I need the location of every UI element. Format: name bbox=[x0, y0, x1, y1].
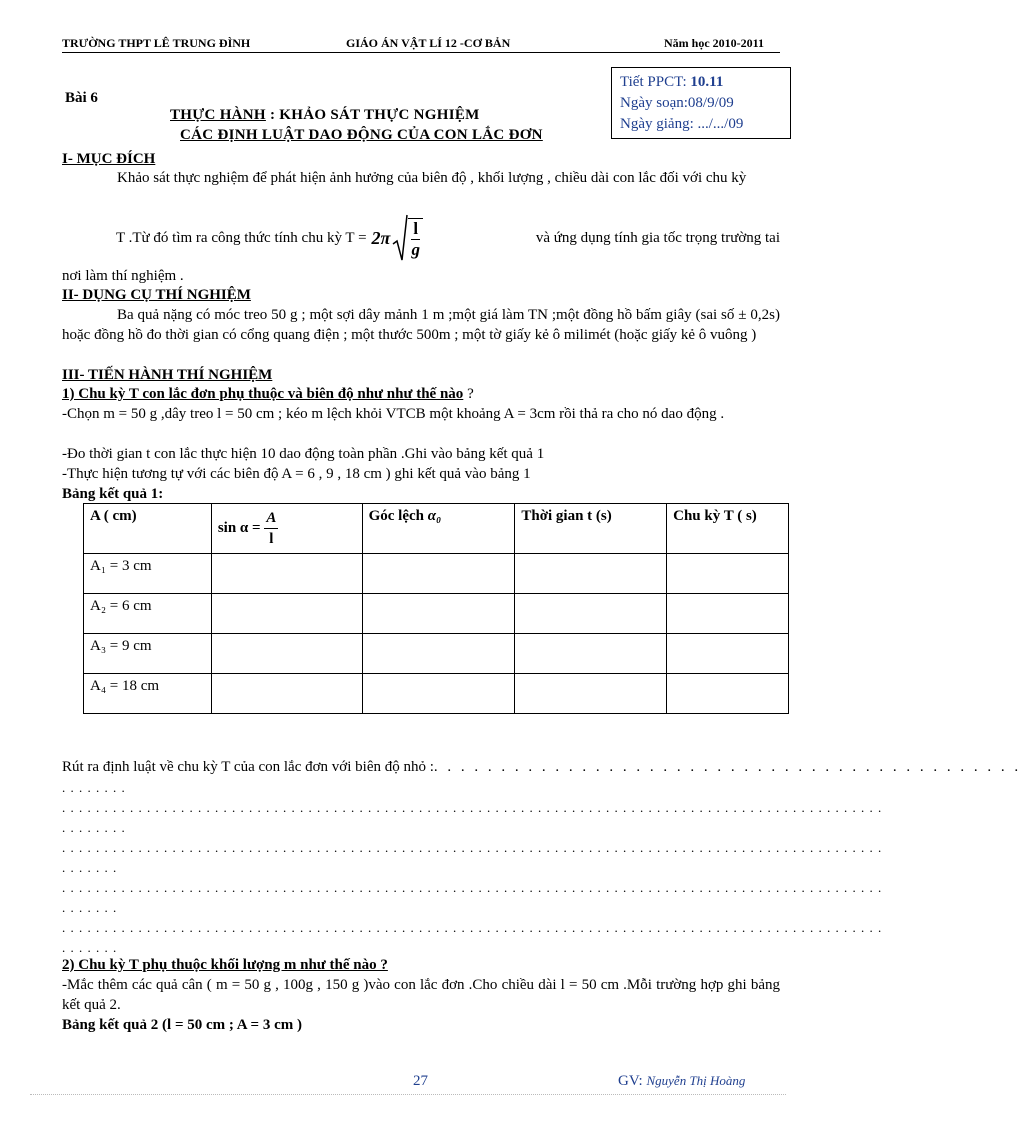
question1-text: 1) Chu kỳ T con lắc đơn phụ thuộc và biên độ như như thế nào bbox=[62, 386, 464, 402]
section2-para: Ba quả nặng có móc treo 50 g ; một sợi dây mảnh 1 m ;một giá làm TN ;một đồng hồ bấm giây (sai số ± 0,2s) hoặc đồng hồ đo thời gian có cổng quang điện ; một thước 500m ; một tờ giấy kẻ ô milimét (hoặc giấy kẻ ô vuông ) bbox=[62, 307, 780, 343]
lesson-number: Bài 6 bbox=[65, 90, 98, 106]
dotted-line: . . . . . . . . . . . . . . . . . . . . . . . . . . . . . . . . . . . . . . . . . . . . . . . . . . . . . . . . . . . . . . . . . . . . . . . . . . . . . . . . . . . . . . . . . . . . . . . . . bbox=[62, 920, 883, 935]
page-number: 27 bbox=[413, 1073, 428, 1089]
formula-line bbox=[62, 212, 780, 264]
formula-denominator: g bbox=[411, 240, 420, 259]
step1: -Chọn m = 50 g ,dây treo l = 50 cm ; kéo m lệch khỏi VTCB một khoảng A = 3cm rồi thả ra cho nó dao động . bbox=[62, 406, 725, 422]
formula-outro: và ứng dụng tính gia tốc trọng trường tai bbox=[535, 230, 780, 246]
step3: -Thực hiện tương tự với các biên độ A = 6 , 9 , 18 cm ) ghi kết quả vào bảng 1 bbox=[62, 466, 531, 482]
table-row: A₄ = 18 cm bbox=[84, 674, 789, 714]
table-row: A₁ = 3 cm bbox=[84, 554, 789, 594]
lesson-title-line1 bbox=[170, 107, 480, 124]
table-row: A₂ = 6 cm bbox=[84, 594, 789, 634]
prep-date: Ngày soạn:08/9/09 bbox=[620, 95, 734, 111]
col-period: Chu kỳ T ( s) bbox=[667, 504, 789, 554]
table-row: A₃ = 9 cm bbox=[84, 634, 789, 674]
question2-step: -Mắc thêm các quả cân ( m = 50 g , 100g , 150 g )vào con lắc đơn .Cho chiều dài l = 50 cm .Mỗi trường hợp ghi bảng kết quả 2. bbox=[62, 977, 780, 1013]
col-amplitude: A ( cm) bbox=[84, 504, 212, 554]
ppct-value: 10.11 bbox=[690, 74, 724, 90]
dotted-line: . . . . . . . . . . . . . . . . . . . . . . . . . . . . . . . . . . . . . . . . . . . . . . . . . . . . . . . . . . . . . . . . . . . . . . . . . . . . . . . . . . . . . . . . . . . . . . . . . bbox=[62, 840, 883, 855]
lesson-title-line2: CÁC ĐỊNH LUẬT DAO ĐỘNG CỦA CON LẮC ĐƠN bbox=[180, 127, 543, 143]
dotted-line: . . . . . . . . bbox=[62, 820, 126, 835]
sin-fraction: $\frac{A}{l}$ bbox=[266, 510, 277, 547]
step2: -Đo thời gian t con lắc thực hiện 10 dao động toàn phần .Ghi vào bảng kết quả 1 bbox=[62, 446, 545, 462]
subject-name: GIÁO ÁN VẬT LÍ 12 -CƠ BẢN bbox=[346, 36, 511, 50]
formula-fraction bbox=[408, 218, 423, 260]
sqrt-sign-icon bbox=[392, 214, 408, 262]
dotted-line: . . . . . . . . bbox=[62, 780, 126, 795]
teacher-name: Nguyễn Thị Hoàng bbox=[646, 1073, 746, 1088]
gv-label: GV: bbox=[618, 1073, 643, 1089]
school-year: Năm học 2010-2011 bbox=[664, 36, 764, 50]
question2: 2) Chu kỳ T phụ thuộc khối lượng m như thế nào ? bbox=[62, 957, 388, 973]
title-rest: : KHẢO SÁT THỰC NGHIỆM bbox=[265, 107, 480, 123]
school-name: TRƯỜNG THPT LÊ TRUNG ĐÌNH bbox=[62, 36, 251, 50]
formula-numerator: l bbox=[413, 219, 419, 238]
section3-heading: III- TIẾN HÀNH THÍ NGHIỆM bbox=[62, 367, 273, 383]
question1 bbox=[62, 384, 474, 404]
footer-divider bbox=[30, 1094, 786, 1095]
table1-caption: Bảng kết quả 1: bbox=[62, 486, 164, 502]
conclusion-text: Rút ra định luật về chu kỳ T của con lắc đơn với biên độ nhỏ : bbox=[62, 759, 434, 775]
section1-heading: I- MỤC ĐÍCH bbox=[62, 151, 156, 167]
dotted-line: . . . . . . . bbox=[62, 860, 118, 875]
section1-para3: nơi làm thí nghiệm . bbox=[62, 268, 184, 284]
table2-caption: Bảng kết quả 2 (l = 50 cm ; A = 3 cm ) bbox=[62, 1017, 303, 1033]
section1-para1: Khảo sát thực nghiệm để phát hiện ảnh hưởng của biên độ , khối lượng , chiều dài con lắc đối với chu kỳ bbox=[117, 170, 747, 186]
table-header-row bbox=[84, 504, 789, 554]
col-time: Thời gian t (s) bbox=[515, 504, 667, 554]
dotted-line: . . . . . . . bbox=[62, 900, 118, 915]
section2-heading: II- DỤNG CỤ THÍ NGHIỆM bbox=[62, 287, 251, 303]
teach-date: Ngày giảng: .../.../09 bbox=[620, 116, 744, 132]
formula-coef: 2π bbox=[371, 228, 391, 248]
col-sin-alpha: sin α = $\frac{A}{l}$ bbox=[211, 504, 362, 554]
dotted-line: . . . . . . . bbox=[62, 940, 118, 955]
conclusion-line: Rút ra định luật về chu kỳ T của con lắc đơn với biên độ nhỏ :. . . . . . . . . . . . . . . . . . . . . . . . . . . . . . . . . . . . . . . . . . . . bbox=[62, 759, 1021, 775]
info-box bbox=[611, 67, 791, 139]
dotted-line: . . . . . . . . . . . . . . . . . . . . . . . . . . . . . . . . . . . . . . . . . . . . . . . . . . . . . . . . . . . . . . . . . . . . . . . . . . . . . . . . . . . . . . . . . . . . . . . . . bbox=[62, 800, 883, 815]
col-angle: Góc lệch α₀ bbox=[362, 504, 515, 554]
dotted-line: . . . . . . . . . . . . . . . . . . . . . . . . . . . . . . . . . . . . . . . . . . . . . . . . . . . . . . . . . . . . . . . . . . . . . . . . . . . . . . . . . . . . . . . . . . . . . . . . . bbox=[62, 880, 883, 895]
title-prefix: THỰC HÀNH bbox=[170, 107, 266, 123]
question1-mark: ? bbox=[463, 386, 474, 402]
teacher-label bbox=[618, 1071, 745, 1091]
header-divider bbox=[62, 52, 780, 53]
results-table-1 bbox=[83, 503, 789, 714]
formula-intro: T .Từ đó tìm ra công thức tính chu kỳ T = bbox=[116, 230, 367, 246]
ppct-label: Tiết PPCT: bbox=[620, 74, 687, 90]
